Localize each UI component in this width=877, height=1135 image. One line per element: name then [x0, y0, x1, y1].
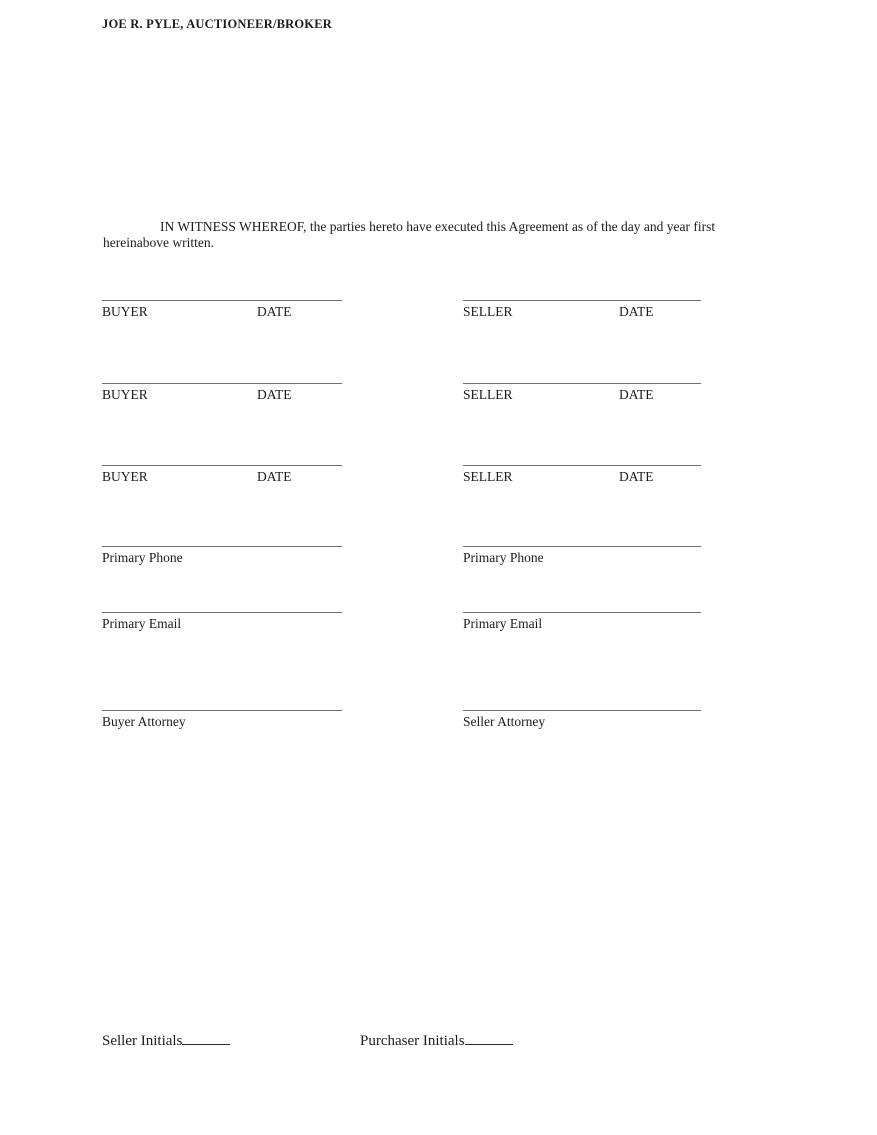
- seller-signature-block: [463, 465, 701, 485]
- date-label: DATE: [619, 304, 654, 319]
- signature-row: [0, 300, 877, 340]
- broker-header: JOE R. PYLE, AUCTIONEER/BROKER: [102, 17, 332, 31]
- primary-phone-label: Primary Phone: [463, 550, 544, 565]
- buyer-email-block: [102, 612, 342, 632]
- buyer-signature-line: [102, 383, 342, 384]
- date-label: DATE: [619, 469, 654, 484]
- seller-attorney-line: [463, 710, 701, 711]
- seller-label: SELLER: [463, 387, 513, 402]
- buyer-phone-line: [102, 546, 342, 547]
- purchaser-initials: [360, 1031, 513, 1050]
- seller-phone-line: [463, 546, 701, 547]
- date-label: DATE: [257, 469, 292, 484]
- date-label: DATE: [257, 387, 292, 402]
- purchaser-initials-blank: [465, 1031, 513, 1045]
- seller-initials: [102, 1031, 230, 1050]
- buyer-label: BUYER: [102, 304, 148, 319]
- buyer-signature-block: [102, 300, 342, 320]
- buyer-attorney-label: Buyer Attorney: [102, 714, 186, 729]
- contact-row-email: [0, 612, 877, 652]
- buyer-attorney-line: [102, 710, 342, 711]
- seller-email-block: [463, 612, 701, 632]
- seller-initials-label: Seller Initials: [102, 1033, 183, 1049]
- buyer-attorney-block: [102, 710, 342, 730]
- seller-email-line: [463, 612, 701, 613]
- buyer-signature-line: [102, 300, 342, 301]
- seller-signature-line: [463, 383, 701, 384]
- buyer-signature-block: [102, 465, 342, 485]
- date-label: DATE: [257, 304, 292, 319]
- buyer-phone-block: [102, 546, 342, 566]
- seller-label: SELLER: [463, 469, 513, 484]
- witness-clause: IN WITNESS WHEREOF, the parties hereto have executed this Agreement as of the day and year first hereinabove written.: [103, 219, 716, 250]
- contact-row-attorney: [0, 710, 877, 750]
- primary-email-label: Primary Email: [102, 616, 182, 631]
- contact-row-phone: [0, 546, 877, 586]
- buyer-label: BUYER: [102, 387, 148, 402]
- signature-row: [0, 383, 877, 423]
- seller-signature-line: [463, 300, 701, 301]
- purchaser-initials-label: Purchaser Initials: [360, 1033, 465, 1049]
- seller-initials-blank: [182, 1031, 230, 1045]
- buyer-label: BUYER: [102, 469, 148, 484]
- seller-attorney-label: Seller Attorney: [463, 714, 546, 729]
- seller-phone-block: [463, 546, 701, 566]
- signature-row: [0, 465, 877, 505]
- buyer-signature-line: [102, 465, 342, 466]
- primary-phone-label: Primary Phone: [102, 550, 183, 565]
- date-label: DATE: [619, 387, 654, 402]
- buyer-signature-block: [102, 383, 342, 403]
- seller-signature-line: [463, 465, 701, 466]
- buyer-email-line: [102, 612, 342, 613]
- seller-label: SELLER: [463, 304, 513, 319]
- primary-email-label: Primary Email: [463, 616, 543, 631]
- seller-attorney-block: [463, 710, 701, 730]
- seller-signature-block: [463, 300, 701, 320]
- seller-signature-block: [463, 383, 701, 403]
